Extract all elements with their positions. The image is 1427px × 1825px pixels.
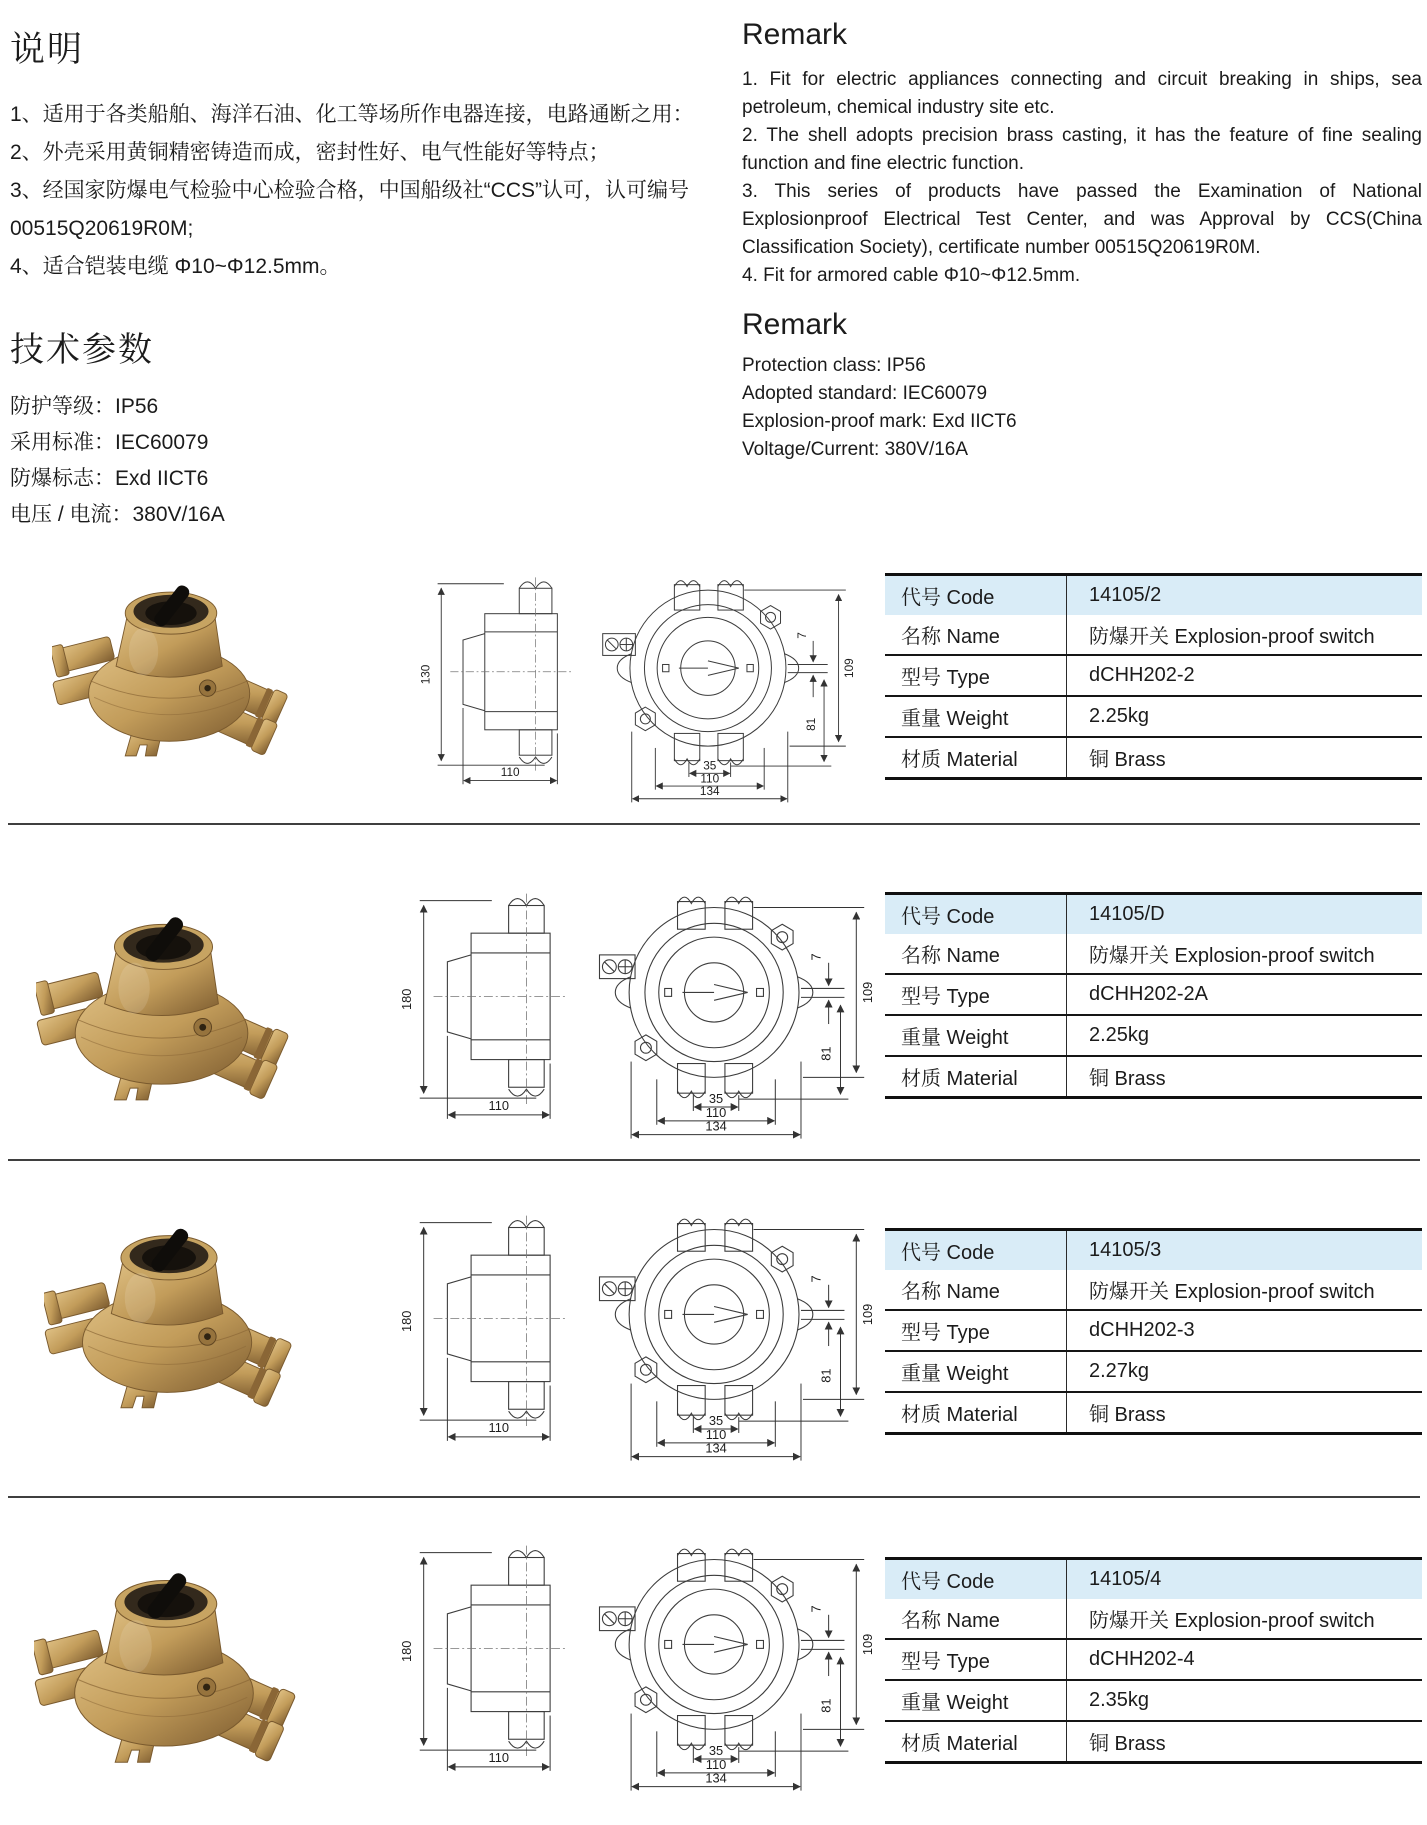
type-value: dCHH202-4 <box>1089 1648 1195 1670</box>
type-value: dCHH202-3 <box>1089 1319 1195 1341</box>
table-row <box>885 1270 1422 1310</box>
type-label: 型号 Type <box>885 1639 1067 1680</box>
weight-label: 重量 Weight <box>885 1015 1067 1056</box>
product-photo <box>52 560 290 761</box>
intro-section-cn <box>10 14 716 533</box>
dim-side-height: 180 <box>398 1640 414 1663</box>
dim-total-height: 109 <box>843 658 857 678</box>
dim-tab: 7 <box>795 632 809 639</box>
tech-param-line: 采用标准：IEC60079 <box>10 431 209 454</box>
dimension-drawing <box>398 1518 880 1818</box>
remark2-line: Protection class: IP56 <box>742 355 926 376</box>
table-row <box>885 1310 1422 1351</box>
dim-span: 110 <box>705 1426 727 1442</box>
name-label: 名称 Name <box>885 615 1067 655</box>
product-photo <box>34 1545 298 1768</box>
dim-side-height: 180 <box>398 988 414 1011</box>
remark-item: 2. The shell adopts precision brass casting, it has the feature of fine sealing function and fine electric function. <box>742 125 1422 174</box>
table-row <box>885 696 1422 737</box>
section-divider <box>8 1159 1420 1161</box>
table-row <box>885 1230 1422 1271</box>
table-row <box>885 1392 1422 1434</box>
table-row <box>885 655 1422 696</box>
remark-item: 1. Fit for electric appliances connecting and circuit breaking in ships, sea petroleum, chemical industry site etc. <box>742 69 1422 118</box>
type-value: dCHH202-2 <box>1089 664 1195 686</box>
tech-params-title: 技术参数 <box>10 331 154 369</box>
name-value: 防爆开关 Explosion-proof switch <box>1089 626 1375 648</box>
material-label: 材质 Material <box>885 1056 1067 1098</box>
table-row <box>885 1351 1422 1392</box>
intro-item: 2、外壳采用黄铜精密铸造而成，密封性好、电气性能好等特点； <box>10 141 610 164</box>
spec-table <box>885 892 1422 1099</box>
intro-item: 3、经国家防爆电气检验中心检验合格，中国船级社“CCS”认可，认可编号 00515Q20619R0M; <box>10 179 690 240</box>
weight-label: 重量 Weight <box>885 696 1067 737</box>
code-label: 代号 Code <box>885 575 1067 616</box>
remark2-title: Remark <box>742 308 848 341</box>
table-row <box>885 934 1422 974</box>
product-photo <box>44 1202 294 1414</box>
weight-value: 2.25kg <box>1089 1024 1150 1046</box>
remark2-line: Explosion-proof mark: Exd IICT6 <box>742 411 1017 432</box>
dim-side-width: 110 <box>488 1749 509 1765</box>
tech-param-line: 电压 / 电流：380V/16A <box>10 503 225 526</box>
name-value: 防爆开关 Explosion-proof switch <box>1089 945 1375 967</box>
table-row <box>885 575 1422 616</box>
material-value: 铜 Brass <box>1089 1068 1166 1090</box>
section-divider <box>8 823 1420 825</box>
intro-item: 4、适合铠装电缆 Φ10~Φ12.5mm。 <box>10 255 341 278</box>
tech-param-line: 防爆标志：Exd IICT6 <box>10 467 209 490</box>
code-label: 代号 Code <box>885 1559 1067 1600</box>
dim-span: 110 <box>700 772 720 786</box>
table-row <box>885 1680 1422 1721</box>
material-value: 铜 Brass <box>1089 1404 1166 1426</box>
name-value: 防爆开关 Explosion-proof switch <box>1089 1281 1375 1303</box>
spec-table <box>885 573 1422 780</box>
remark-item: 3. This series of products have passed the Examination of National Explosionproof Electrical Test Center, and was Approval by CCS(China Classification Society), certificate number 00515Q20619R0M. <box>742 181 1422 258</box>
spec-table <box>885 1228 1422 1435</box>
table-row <box>885 737 1422 779</box>
dim-lower: 81 <box>804 717 818 731</box>
code-label: 代号 Code <box>885 1230 1067 1271</box>
material-label: 材质 Material <box>885 1392 1067 1434</box>
weight-value: 2.27kg <box>1089 1360 1150 1382</box>
dim-side-height: 130 <box>419 664 433 685</box>
dim-overall: 134 <box>705 1770 727 1786</box>
material-value: 铜 Brass <box>1089 1733 1166 1755</box>
name-label: 名称 Name <box>885 1270 1067 1310</box>
dim-tab: 7 <box>808 1605 824 1613</box>
remark-title: Remark <box>742 18 848 51</box>
table-row <box>885 1015 1422 1056</box>
remark-section-en <box>742 14 1422 464</box>
intro-title: 说明 <box>10 30 85 69</box>
table-row <box>885 974 1422 1015</box>
dim-tab: 7 <box>808 953 824 961</box>
section-divider <box>8 1496 1420 1498</box>
table-row <box>885 1599 1422 1639</box>
weight-value: 2.25kg <box>1089 705 1150 727</box>
type-value: dCHH202-2A <box>1089 983 1208 1005</box>
table-row <box>885 615 1422 655</box>
material-label: 材质 Material <box>885 737 1067 779</box>
dim-lower: 81 <box>818 1698 834 1713</box>
dim-tab: 7 <box>808 1275 824 1283</box>
dim-span: 110 <box>705 1756 727 1772</box>
dim-total-height: 109 <box>860 1303 876 1326</box>
type-label: 型号 Type <box>885 655 1067 696</box>
material-value: 铜 Brass <box>1089 749 1166 771</box>
table-row <box>885 1056 1422 1098</box>
dimension-drawing <box>398 1188 880 1483</box>
remark-item: 4. Fit for armored cable Φ10~Φ12.5mm. <box>742 265 1081 286</box>
code-value: 14105/D <box>1089 903 1165 925</box>
dim-overall: 134 <box>705 1118 727 1134</box>
intro-item: 1、适用于各类船舶、海洋石油、化工等场所作电器连接，电路通断之用： <box>10 103 694 126</box>
dim-total-height: 109 <box>860 1633 876 1656</box>
remark2-line: Adopted standard: IEC60079 <box>742 383 988 404</box>
tech-param-line: 防护等级：IP56 <box>10 395 159 418</box>
code-value: 14105/2 <box>1089 584 1162 606</box>
dimension-drawing <box>398 866 880 1156</box>
weight-value: 2.35kg <box>1089 1689 1150 1711</box>
name-value: 防爆开关 Explosion-proof switch <box>1089 1610 1375 1632</box>
dim-pitch: 35 <box>708 1091 724 1107</box>
weight-label: 重量 Weight <box>885 1680 1067 1721</box>
product-photo <box>36 890 291 1106</box>
remark2-line: Voltage/Current: 380V/16A <box>742 439 969 460</box>
dim-pitch: 35 <box>708 1743 724 1759</box>
dim-lower: 81 <box>818 1046 834 1061</box>
dim-pitch: 35 <box>708 1413 724 1429</box>
code-value: 14105/3 <box>1089 1239 1162 1261</box>
dim-overall: 134 <box>705 1440 727 1456</box>
dim-total-height: 109 <box>860 981 876 1004</box>
spec-table <box>885 1557 1422 1764</box>
table-row <box>885 1559 1422 1600</box>
dim-side-height: 180 <box>398 1310 414 1333</box>
dimension-drawing <box>398 552 880 806</box>
code-label: 代号 Code <box>885 894 1067 935</box>
code-value: 14105/4 <box>1089 1568 1162 1590</box>
dim-side-width: 110 <box>500 766 520 780</box>
dim-pitch: 35 <box>703 759 717 773</box>
dim-span: 110 <box>705 1104 727 1120</box>
type-label: 型号 Type <box>885 974 1067 1015</box>
table-row <box>885 1639 1422 1680</box>
table-row <box>885 1721 1422 1763</box>
name-label: 名称 Name <box>885 1599 1067 1639</box>
weight-label: 重量 Weight <box>885 1351 1067 1392</box>
dim-side-width: 110 <box>488 1419 509 1435</box>
dim-overall: 134 <box>699 785 720 799</box>
name-label: 名称 Name <box>885 934 1067 974</box>
material-label: 材质 Material <box>885 1721 1067 1763</box>
dim-side-width: 110 <box>488 1097 509 1113</box>
table-row <box>885 894 1422 935</box>
dim-lower: 81 <box>818 1368 834 1383</box>
type-label: 型号 Type <box>885 1310 1067 1351</box>
